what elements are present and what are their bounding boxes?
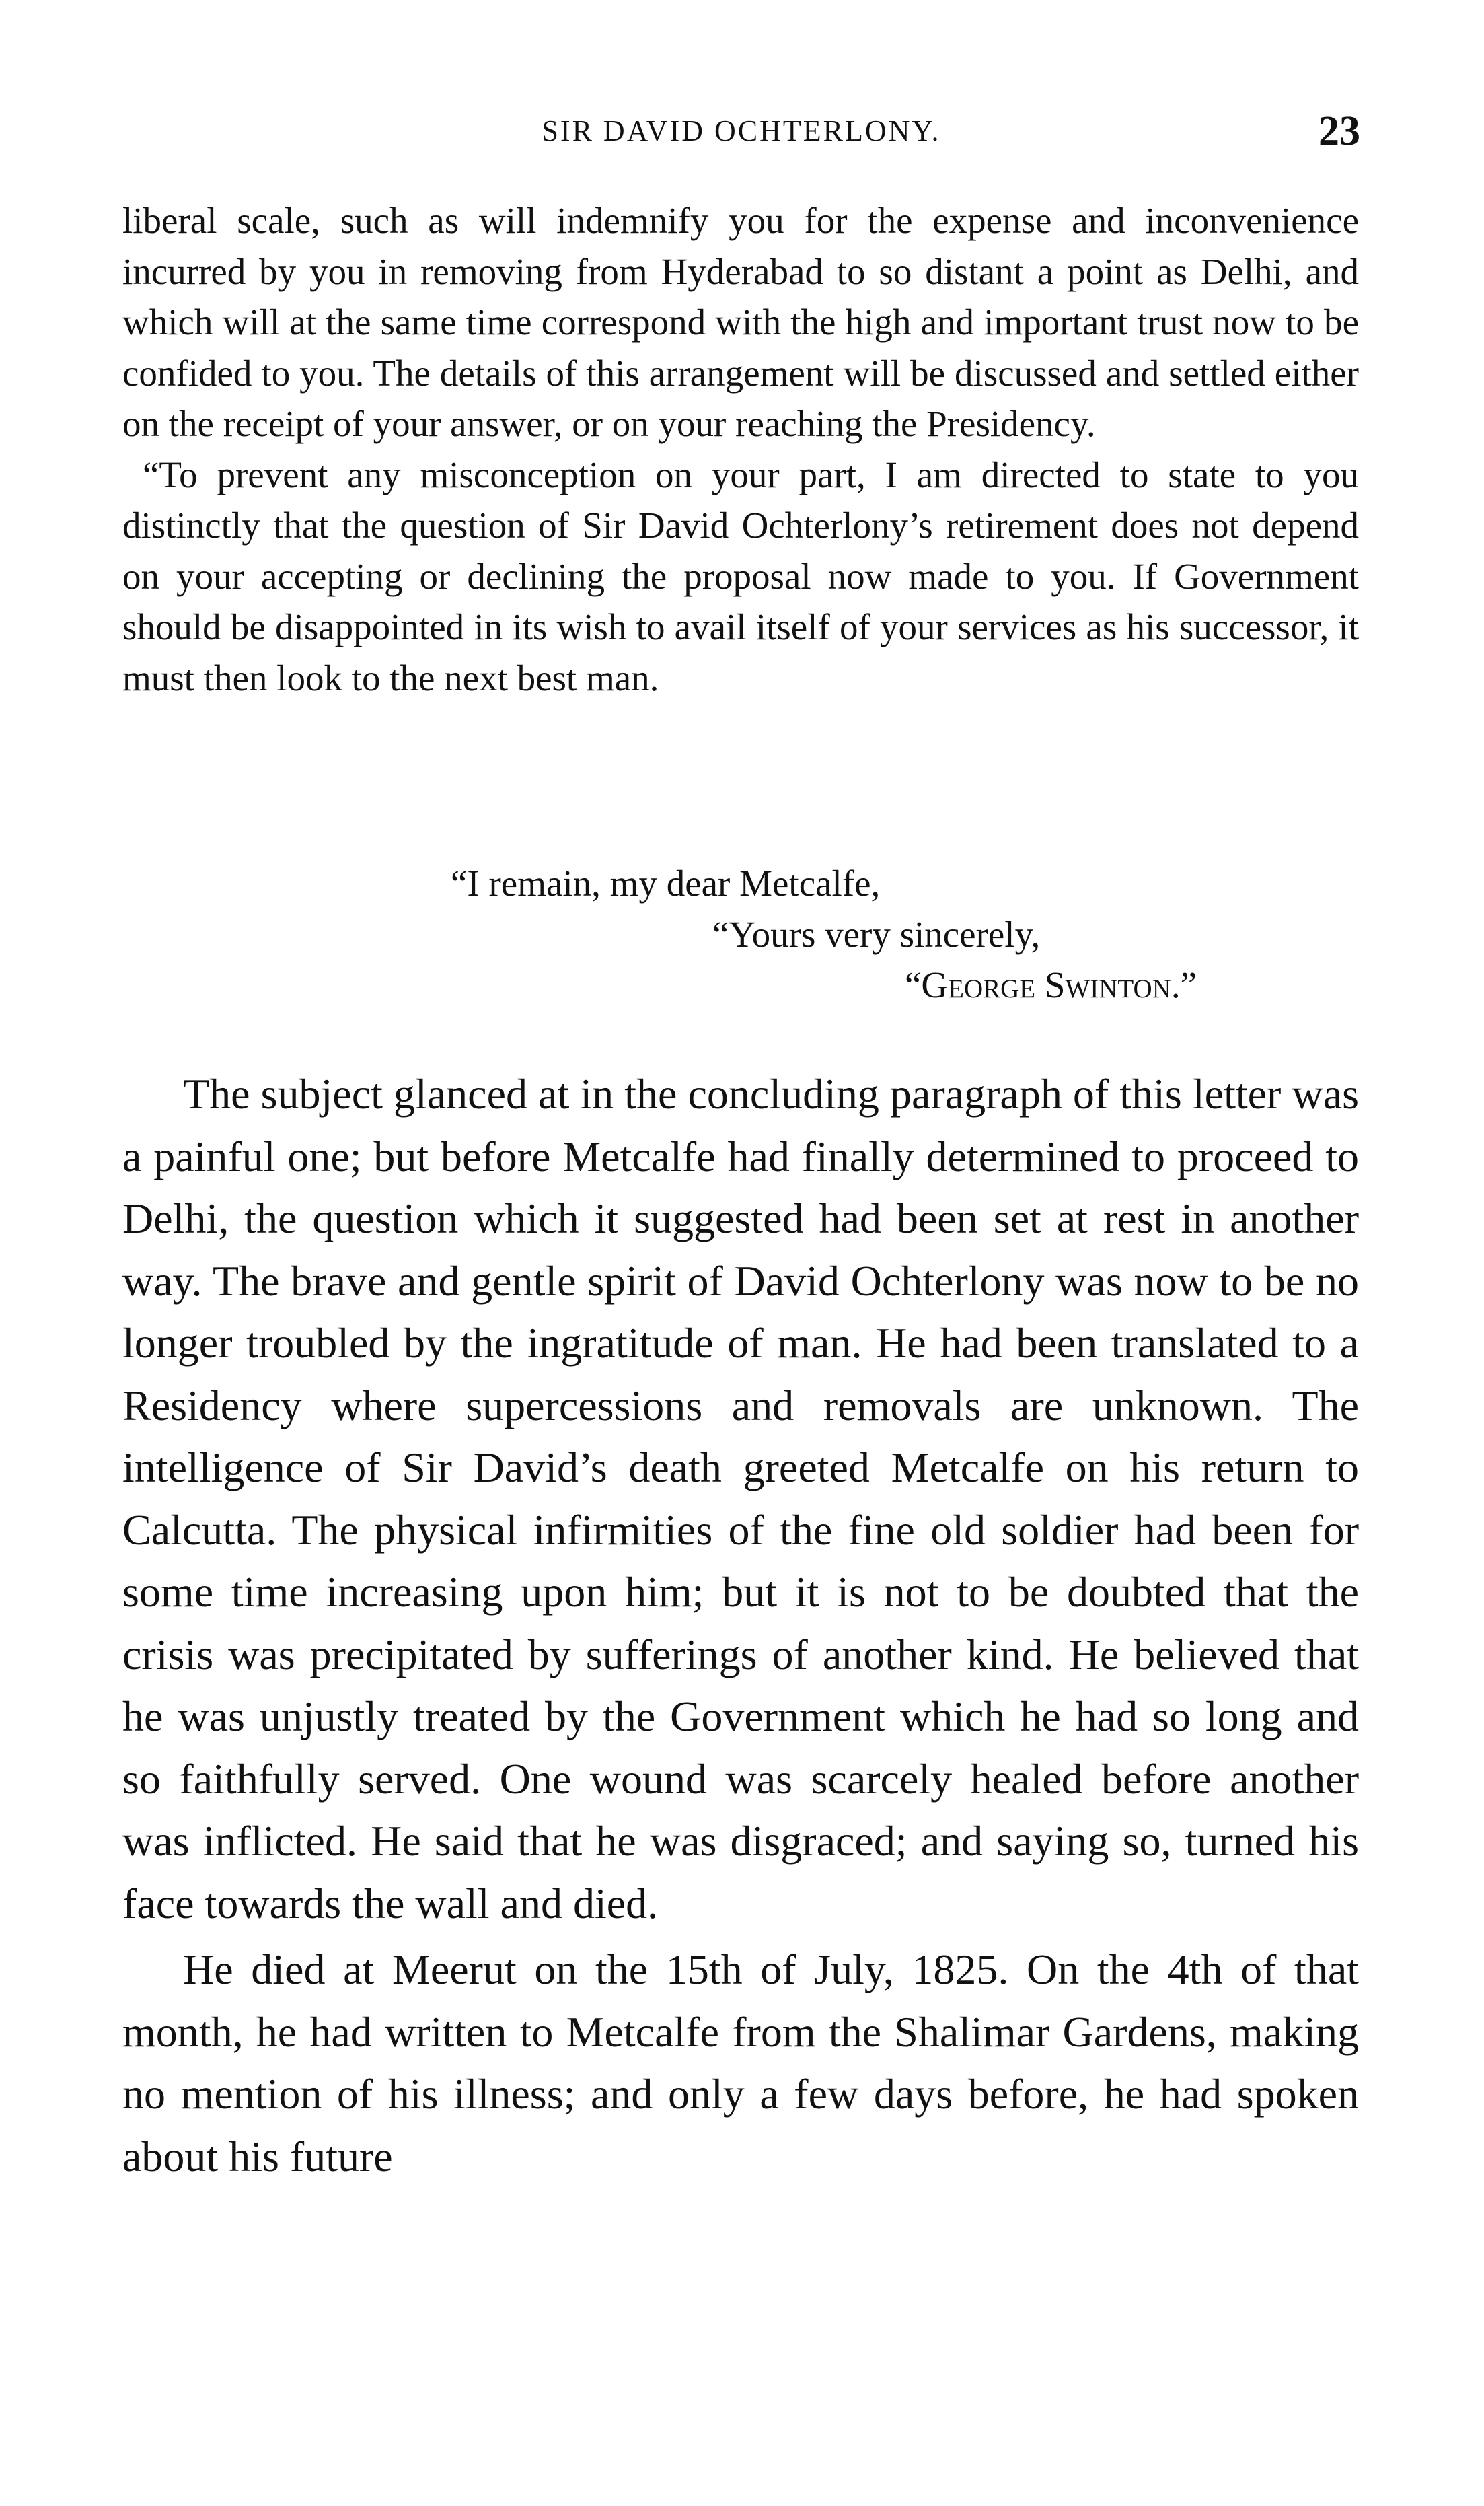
body-paragraph-1: The subject glanced at in the concluding paragraph of this letter was a painful one; but before Metcalfe had finally determined to proceed to Delhi, the question which it suggested had been set at rest in another way. The brave and gentle spirit of David Ochterlony was now to be no longer troubled by the ingratitude of man. He had been translated to a Residency where supercessions and removals are unknown. The intelligence of Sir David’s death greeted Metcalfe on his return to Calcutta. The physical infirmities of the fine old soldier had been for some time increasing upon him; but it is not to be doubted that the crisis was precipitated by sufferings of another kind. He believed that he was unjustly treated by the Government which he had so long and so faithfully served. One wound was scarcely healed before another was inflicted. He said that he was disgraced; and saying so, turned his face towards the wall and died. — [122, 1070, 1359, 1927]
closing-salutation: “I remain, my dear Metcalfe, — [451, 863, 881, 904]
page-number: 23 — [1319, 108, 1360, 154]
running-head — [122, 101, 1360, 162]
running-title: SIR DAVID OCHTERLONY. — [542, 114, 941, 147]
letter-paragraph-2: “To prevent any misconception on your part, I am directed to state to you distinctly that the question of Sir David Ochterlony’s retirement does not depend on your accepting or declining the proposal now made to you. If Government should be disappointed in its wish to avail itself of your services as his successor, it must then look to the next best man. — [122, 454, 1359, 699]
body-text — [122, 1063, 1359, 2188]
closing-signature: “George Swinton.” — [905, 964, 1197, 1005]
closing-valediction: “Yours very sincerely, — [712, 913, 1041, 955]
letter-paragraph-1: liberal scale, such as will indemnify you for the expense and inconvenience incurred by you in removing from Hyderabad to so distant a point as Delhi, and which will at the same time correspond with the high and important trust now to be confided to you. The details of this arrangement will be discussed and settled either on the receipt of your answer, or on your reaching the Presidency. — [122, 200, 1359, 444]
body-paragraph-2: He died at Meerut on the 15th of July, 1825. On the 4th of that month, he had written to Metcalfe from the Shalimar Gardens, making no mention of his illness; and only a few days before, he had spoken about his future — [122, 1945, 1359, 2180]
letter-text — [122, 195, 1359, 703]
letter-closing — [122, 858, 1359, 1011]
